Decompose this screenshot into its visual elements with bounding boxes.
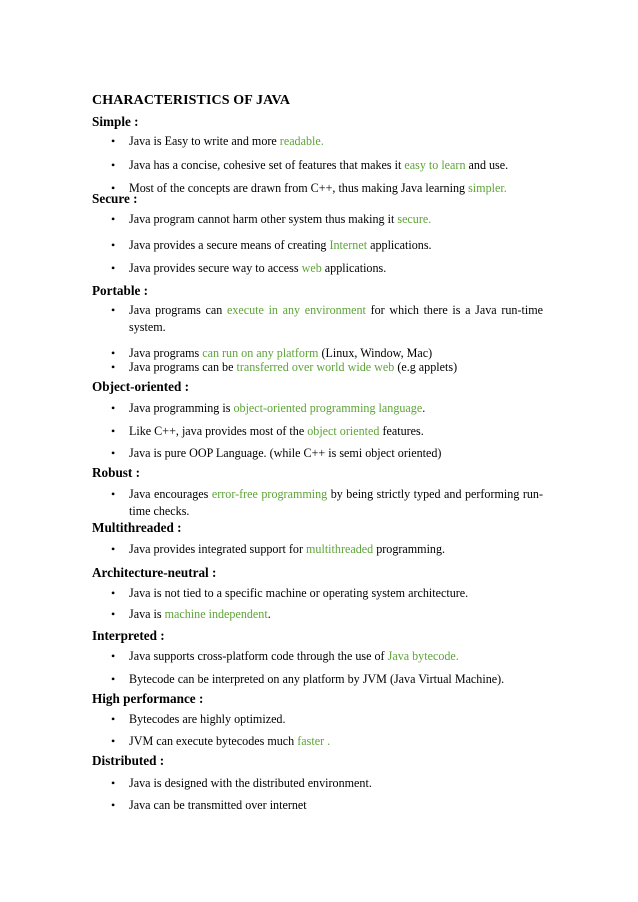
list-item (111, 541, 543, 558)
item-text: Java supports cross-platform code through the use of (129, 649, 388, 663)
item-text: Java has a concise, cohesive set of features that makes it (129, 158, 405, 172)
bullet-icon: • (111, 360, 116, 374)
list-item (111, 711, 543, 728)
bullet-icon: • (111, 672, 116, 686)
list-item (111, 606, 543, 623)
item-text: Java is Easy to write and more (129, 134, 280, 148)
highlighted-text: faster . (297, 734, 331, 748)
section-heading: Portable : (92, 283, 149, 298)
item-text: Java is pure OOP Language. (while C++ is semi object oriented) (129, 446, 442, 460)
item-text: programming. (373, 542, 446, 556)
list-item (111, 486, 543, 519)
item-text: Java programs can be (129, 360, 237, 374)
list-item (111, 585, 543, 602)
section-heading: Secure : (92, 191, 138, 206)
bullet-icon: • (111, 261, 116, 275)
bullet-icon: • (111, 424, 116, 438)
item-text: Java programs can (129, 303, 227, 317)
bullet-icon: • (111, 487, 116, 501)
bullet-icon: • (111, 542, 116, 556)
bullet-icon: • (111, 303, 116, 317)
item-text: Java provides secure way to access (129, 261, 302, 275)
page-title: CHARACTERISTICS OF JAVA (92, 93, 291, 108)
item-text: Java encourages (129, 487, 212, 501)
highlighted-text: readable. (279, 134, 324, 148)
highlighted-text: execute in any environment (226, 303, 366, 317)
bullet-icon: • (111, 776, 116, 790)
bullet-icon: • (111, 158, 116, 172)
bullet-icon: • (111, 649, 116, 663)
item-text: applications. (367, 238, 432, 252)
list-item (111, 775, 543, 792)
list-item (111, 260, 543, 277)
item-text: Java provides a secure means of creating (129, 238, 330, 252)
item-text: (Linux, Window, Mac) (318, 346, 433, 360)
item-text: . (267, 607, 271, 621)
section-heading: High performance : (92, 691, 204, 706)
list-item (111, 211, 543, 228)
highlighted-text: machine independent (164, 607, 268, 621)
bullet-icon: • (111, 712, 116, 726)
item-text: for which there is a Java run-time system. (129, 303, 543, 334)
highlighted-text: error-free programming (211, 487, 328, 501)
highlighted-text: multithreaded (306, 542, 374, 556)
item-text: applications. (321, 261, 387, 275)
list-item (111, 797, 543, 814)
section-heading: Interpreted : (92, 628, 165, 643)
highlighted-text: secure. (397, 212, 432, 226)
item-text: Java program cannot harm other system thus making it (129, 212, 398, 226)
section-heading: Architecture-neutral : (92, 565, 217, 580)
item-text: by being strictly typed and performing run-time checks. (129, 487, 543, 518)
list-item (111, 445, 543, 462)
section-heading: Robust : (92, 465, 140, 480)
list-item (111, 400, 543, 417)
item-text: (e.g applets) (394, 360, 458, 374)
item-text: Most of the concepts are drawn from C++, thus making Java learning (129, 181, 469, 195)
highlighted-text: object-oriented programming language (233, 401, 423, 415)
bullet-icon: • (111, 401, 116, 415)
highlighted-text: easy to learn (404, 158, 466, 172)
list-item (111, 359, 543, 376)
section-heading: Object-oriented : (92, 379, 190, 394)
item-text: Java can be transmitted over internet (129, 798, 307, 812)
list-item (111, 648, 543, 665)
bullet-icon: • (111, 734, 116, 748)
list-item (111, 133, 543, 150)
bullet-icon: • (111, 446, 116, 460)
item-text: and use. (465, 158, 509, 172)
list-item (111, 237, 543, 254)
bullet-icon: • (111, 607, 116, 621)
bullet-icon: • (111, 212, 116, 226)
highlighted-text: can run on any platform (202, 346, 319, 360)
bullet-icon: • (111, 238, 116, 252)
highlighted-text: object oriented (307, 424, 380, 438)
list-item (111, 302, 543, 335)
section-heading: Simple : (92, 114, 139, 129)
item-text: features. (379, 424, 424, 438)
bullet-icon: • (111, 181, 116, 195)
item-text: Java programs (129, 346, 203, 360)
item-text: Java is not tied to a specific machine or operating system architecture. (129, 586, 469, 600)
list-item (111, 733, 543, 750)
bullet-icon: • (111, 586, 116, 600)
item-text: Java is designed with the distributed environment. (129, 776, 372, 790)
item-text: Java programming is (129, 401, 234, 415)
bullet-icon: • (111, 798, 116, 812)
item-text: . (422, 401, 426, 415)
bullet-icon: • (111, 346, 116, 360)
item-text: Like C++, java provides most of the (129, 424, 308, 438)
list-item (111, 423, 543, 440)
bullet-icon: • (111, 134, 116, 148)
section-heading: Multithreaded : (92, 520, 182, 535)
highlighted-text: Java bytecode. (387, 649, 459, 663)
highlighted-text: Internet (329, 238, 368, 252)
list-item (111, 157, 543, 174)
item-text: Bytecodes are highly optimized. (129, 712, 286, 726)
item-text: Java provides integrated support for (129, 542, 306, 556)
item-text: JVM can execute bytecodes much (129, 734, 298, 748)
list-item (111, 671, 543, 688)
highlighted-text: web (301, 261, 322, 275)
highlighted-text: transferred over world wide web (236, 360, 395, 374)
item-text: Bytecode can be interpreted on any platform by JVM (Java Virtual Machine). (129, 672, 505, 686)
item-text: Java is (129, 607, 165, 621)
list-item (111, 180, 543, 197)
highlighted-text: simpler. (468, 181, 507, 195)
section-heading: Distributed : (92, 753, 165, 768)
